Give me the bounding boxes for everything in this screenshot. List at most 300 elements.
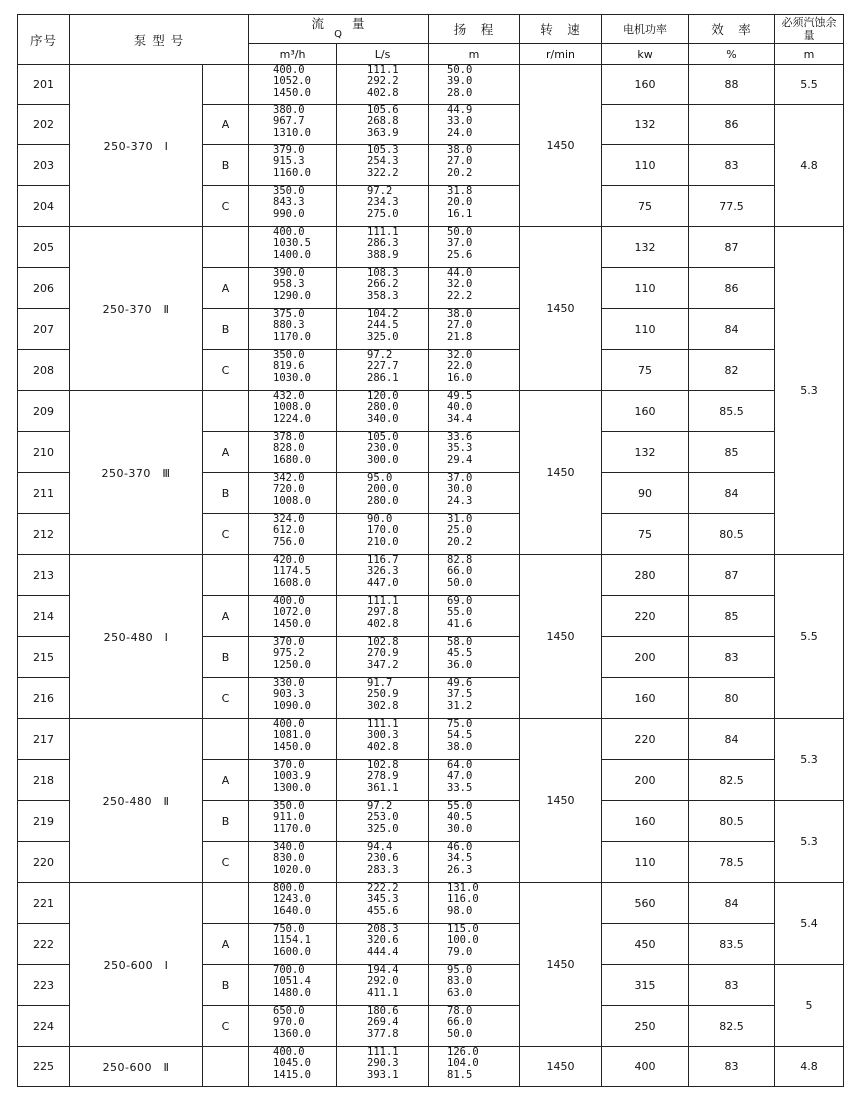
head-m-line: 39.0 — [447, 75, 473, 88]
efficiency: 83 — [689, 637, 775, 678]
row-no: 222 — [18, 924, 70, 965]
motor-power: 220 — [602, 719, 689, 760]
motor-power: 75 — [602, 186, 689, 227]
head-m-line: 95.0 — [447, 964, 473, 976]
variant: A — [203, 105, 249, 145]
flow-ls-line: 269.4 — [367, 1016, 399, 1029]
flow-m3h — [249, 268, 337, 309]
motor-power: 132 — [602, 432, 689, 473]
motor-power: 160 — [602, 801, 689, 842]
row-no: 221 — [18, 883, 70, 924]
flow-m3h-line: 990.0 — [273, 207, 305, 220]
flow-m3h-line: 350.0 — [273, 349, 305, 361]
flow-m3h — [249, 227, 337, 268]
flow-m3h-line: 340.0 — [273, 841, 305, 853]
flow-m3h-line: 370.0 — [273, 759, 305, 771]
row-no: 206 — [18, 268, 70, 309]
motor-power: 200 — [602, 637, 689, 678]
flow-m3h-line: 1310.0 — [273, 126, 311, 139]
efficiency: 85.5 — [689, 391, 775, 432]
efficiency: 84 — [689, 309, 775, 350]
motor-power: 110 — [602, 309, 689, 350]
motor-power: 250 — [602, 1006, 689, 1047]
head-m-line: 44.9 — [447, 104, 473, 116]
row-no: 215 — [18, 637, 70, 678]
header-head: 扬 程 — [429, 15, 520, 44]
flow-ls-line: 111.1 — [367, 64, 399, 76]
flow-m3h-line: 330.0 — [273, 677, 305, 689]
head-m-line: 26.3 — [447, 863, 473, 876]
head-m-line: 27.0 — [447, 155, 473, 168]
head-m-line: 126.0 — [447, 1046, 479, 1058]
flow-m3h-line: 324.0 — [273, 513, 305, 525]
row-no: 204 — [18, 186, 70, 227]
efficiency: 86 — [689, 105, 775, 145]
flow-m3h-line: 1170.0 — [273, 330, 311, 343]
flow-m3h — [249, 65, 337, 105]
flow-ls-line: 170.0 — [367, 524, 399, 537]
row-no: 225 — [18, 1047, 70, 1087]
flow-m3h-line: 432.0 — [273, 390, 305, 402]
head-m — [429, 1006, 520, 1047]
flow-ls-line: 402.8 — [367, 740, 399, 753]
flow-m3h-line: 378.0 — [273, 431, 305, 443]
flow-m3h — [249, 1047, 337, 1087]
table-row — [18, 65, 844, 105]
head-m-line: 98.0 — [447, 904, 473, 917]
flow-ls-line: 297.8 — [367, 606, 399, 619]
flow-m3h-line: 400.0 — [273, 1046, 305, 1058]
head-m-line: 34.5 — [447, 852, 473, 865]
variant: B — [203, 473, 249, 514]
variant: A — [203, 924, 249, 965]
flow-ls-line: 447.0 — [367, 576, 399, 589]
head-m — [429, 842, 520, 883]
variant: A — [203, 268, 249, 309]
efficiency: 80.5 — [689, 514, 775, 555]
flow-m3h-line: 1030.0 — [273, 371, 311, 384]
flow-ls-line: 300.0 — [367, 453, 399, 466]
flow-m3h-line: 1008.0 — [273, 494, 311, 507]
flow-m3h-line: 1600.0 — [273, 945, 311, 958]
head-m-line: 33.6 — [447, 431, 473, 443]
efficiency: 77.5 — [689, 186, 775, 227]
flow-ls — [337, 842, 429, 883]
header-flow-q: Q — [334, 29, 343, 40]
npsh: 4.8 — [775, 1047, 844, 1087]
head-m-line: 21.8 — [447, 330, 473, 343]
header-model: 泵 型 号 — [70, 15, 249, 65]
motor-power: 110 — [602, 842, 689, 883]
flow-ls-line: 180.6 — [367, 1005, 399, 1017]
flow-ls — [337, 145, 429, 186]
head-m-line: 100.0 — [447, 934, 479, 947]
head-m — [429, 678, 520, 719]
header-no: 序号 — [18, 15, 70, 65]
flow-ls — [337, 1047, 429, 1087]
efficiency: 82.5 — [689, 1006, 775, 1047]
flow-m3h-line: 370.0 — [273, 636, 305, 648]
head-m-line: 41.6 — [447, 617, 473, 630]
efficiency: 84 — [689, 883, 775, 924]
flow-ls-line: 97.2 — [367, 185, 393, 197]
pump-model: 250-600 Ⅰ — [70, 883, 203, 1047]
head-m-line: 50.0 — [447, 1027, 473, 1040]
flow-m3h-line: 800.0 — [273, 882, 305, 894]
flow-ls-line: 455.6 — [367, 904, 399, 917]
head-m-line: 16.0 — [447, 371, 473, 384]
flow-ls — [337, 105, 429, 145]
flow-m3h-line: 1052.0 — [273, 75, 311, 88]
flow-m3h-line: 1045.0 — [273, 1057, 311, 1070]
npsh: 5.5 — [775, 555, 844, 719]
flow-ls — [337, 65, 429, 105]
flow-ls-line: 393.1 — [367, 1068, 399, 1081]
flow-ls — [337, 678, 429, 719]
flow-ls-line: 320.6 — [367, 934, 399, 947]
pump-model: 250-370 Ⅰ — [70, 65, 203, 227]
flow-m3h-line: 1450.0 — [273, 740, 311, 753]
flow-m3h-line: 1174.5 — [273, 565, 311, 578]
head-m-line: 29.4 — [447, 453, 473, 466]
head-m-line: 30.0 — [447, 483, 473, 496]
unit-npsh: m — [775, 44, 844, 65]
flow-ls-line: 280.0 — [367, 494, 399, 507]
flow-ls-line: 102.8 — [367, 636, 399, 648]
flow-m3h-line: 375.0 — [273, 308, 305, 320]
efficiency: 84 — [689, 719, 775, 760]
flow-m3h — [249, 596, 337, 637]
flow-m3h-line: 958.3 — [273, 278, 305, 291]
row-no: 223 — [18, 965, 70, 1006]
row-no: 205 — [18, 227, 70, 268]
flow-ls-line: 244.5 — [367, 319, 399, 332]
flow-ls — [337, 350, 429, 391]
npsh: 5 — [775, 965, 844, 1047]
header-eff: 效 率 — [689, 15, 775, 44]
head-m — [429, 1047, 520, 1087]
flow-m3h-line: 1300.0 — [273, 781, 311, 794]
table-row — [18, 719, 844, 760]
flow-ls-line: 111.1 — [367, 1046, 399, 1058]
row-no: 219 — [18, 801, 70, 842]
flow-ls-line: 358.3 — [367, 289, 399, 302]
head-m-line: 104.0 — [447, 1057, 479, 1070]
flow-ls — [337, 391, 429, 432]
head-m-line: 38.0 — [447, 144, 473, 156]
head-m — [429, 965, 520, 1006]
speed: 1450 — [520, 555, 602, 719]
flow-m3h-line: 342.0 — [273, 472, 305, 484]
head-m — [429, 637, 520, 678]
motor-power: 400 — [602, 1047, 689, 1087]
flow-ls-line: 94.4 — [367, 841, 393, 853]
header-power: 电机功率 — [602, 15, 689, 44]
flow-m3h-line: 420.0 — [273, 554, 305, 566]
flow-ls — [337, 719, 429, 760]
table-row — [18, 1047, 844, 1087]
flow-m3h-line: 1170.0 — [273, 822, 311, 835]
motor-power: 110 — [602, 145, 689, 186]
head-m-line: 30.0 — [447, 822, 473, 835]
variant: A — [203, 432, 249, 473]
header-flow-label: 流 量 — [311, 16, 366, 31]
flow-m3h-line: 700.0 — [273, 964, 305, 976]
flow-m3h — [249, 105, 337, 145]
flow-m3h-line: 400.0 — [273, 595, 305, 607]
unit-head: m — [429, 44, 520, 65]
head-m — [429, 883, 520, 924]
flow-ls-line: 230.6 — [367, 852, 399, 865]
head-m — [429, 432, 520, 473]
head-m-line: 16.1 — [447, 207, 473, 220]
row-no: 220 — [18, 842, 70, 883]
flow-m3h-line: 1250.0 — [273, 658, 311, 671]
flow-ls-line: 444.4 — [367, 945, 399, 958]
head-m-line: 116.0 — [447, 893, 479, 906]
flow-m3h — [249, 965, 337, 1006]
flow-m3h — [249, 309, 337, 350]
flow-m3h-line: 911.0 — [273, 811, 305, 824]
flow-ls-line: 102.8 — [367, 759, 399, 771]
head-m-line: 24.3 — [447, 494, 473, 507]
flow-m3h-line: 819.6 — [273, 360, 305, 373]
speed: 1450 — [520, 391, 602, 555]
unit-speed: r/min — [520, 44, 602, 65]
variant: B — [203, 637, 249, 678]
efficiency: 80.5 — [689, 801, 775, 842]
flow-m3h-line: 350.0 — [273, 185, 305, 197]
head-m-line: 32.0 — [447, 278, 473, 291]
flow-m3h-line: 1072.0 — [273, 606, 311, 619]
motor-power: 160 — [602, 678, 689, 719]
head-m — [429, 514, 520, 555]
flow-ls — [337, 924, 429, 965]
flow-m3h-line: 880.3 — [273, 319, 305, 332]
flow-m3h — [249, 432, 337, 473]
flow-m3h-line: 400.0 — [273, 226, 305, 238]
flow-ls-line: 111.1 — [367, 226, 399, 238]
flow-m3h-line: 1290.0 — [273, 289, 311, 302]
motor-power: 75 — [602, 514, 689, 555]
flow-m3h-line: 1090.0 — [273, 699, 311, 712]
npsh: 5.4 — [775, 883, 844, 965]
flow-ls-line: 292.0 — [367, 975, 399, 988]
head-m — [429, 268, 520, 309]
flow-ls-line: 266.2 — [367, 278, 399, 291]
pump-model: 250-480 Ⅱ — [70, 719, 203, 883]
efficiency: 80 — [689, 678, 775, 719]
flow-ls-line: 91.7 — [367, 677, 393, 689]
flow-ls — [337, 555, 429, 596]
variant: C — [203, 678, 249, 719]
flow-m3h-line: 1243.0 — [273, 893, 311, 906]
flow-ls-line: 95.0 — [367, 472, 393, 484]
flow-ls-line: 402.8 — [367, 86, 399, 99]
variant: C — [203, 842, 249, 883]
head-m — [429, 105, 520, 145]
head-m-line: 50.0 — [447, 576, 473, 589]
flow-ls-line: 250.9 — [367, 688, 399, 701]
flow-ls-line: 302.8 — [367, 699, 399, 712]
head-m-line: 47.0 — [447, 770, 473, 783]
flow-m3h-line: 1608.0 — [273, 576, 311, 589]
row-no: 212 — [18, 514, 70, 555]
flow-ls-line: 275.0 — [367, 207, 399, 220]
flow-ls-line: 97.2 — [367, 349, 393, 361]
variant: A — [203, 596, 249, 637]
flow-m3h — [249, 637, 337, 678]
flow-m3h-line: 612.0 — [273, 524, 305, 537]
flow-ls-line: 111.1 — [367, 595, 399, 607]
head-m-line: 35.3 — [447, 442, 473, 455]
variant: A — [203, 760, 249, 801]
flow-m3h-line: 750.0 — [273, 923, 305, 935]
motor-power: 450 — [602, 924, 689, 965]
flow-m3h-line: 400.0 — [273, 64, 305, 76]
head-m — [429, 473, 520, 514]
flow-ls-line: 104.2 — [367, 308, 399, 320]
flow-m3h — [249, 145, 337, 186]
flow-m3h-line: 1154.1 — [273, 934, 311, 947]
flow-m3h-line: 1450.0 — [273, 86, 311, 99]
pump-model: 250-600 Ⅱ — [70, 1047, 203, 1087]
row-no: 201 — [18, 65, 70, 105]
flow-ls-line: 278.9 — [367, 770, 399, 783]
efficiency: 85 — [689, 432, 775, 473]
variant — [203, 555, 249, 596]
table-row — [18, 391, 844, 432]
motor-power: 560 — [602, 883, 689, 924]
head-m-line: 20.2 — [447, 166, 473, 179]
flow-ls-line: 402.8 — [367, 617, 399, 630]
head-m — [429, 145, 520, 186]
header-npsh: 必须汽蚀余量 — [775, 15, 844, 44]
head-m-line: 115.0 — [447, 923, 479, 935]
row-no: 208 — [18, 350, 70, 391]
efficiency: 82.5 — [689, 760, 775, 801]
head-m — [429, 350, 520, 391]
flow-m3h-line: 756.0 — [273, 535, 305, 548]
flow-m3h-line: 350.0 — [273, 800, 305, 812]
head-m-line: 25.0 — [447, 524, 473, 537]
flow-ls — [337, 473, 429, 514]
flow-m3h — [249, 514, 337, 555]
efficiency: 83 — [689, 965, 775, 1006]
head-m-line: 28.0 — [447, 86, 473, 99]
variant: B — [203, 145, 249, 186]
head-m-line: 40.0 — [447, 401, 473, 414]
head-m — [429, 555, 520, 596]
row-no: 210 — [18, 432, 70, 473]
flow-ls-line: 116.7 — [367, 554, 399, 566]
motor-power: 280 — [602, 555, 689, 596]
flow-m3h-line: 970.0 — [273, 1016, 305, 1029]
row-no: 203 — [18, 145, 70, 186]
header-flow — [249, 15, 429, 44]
head-m-line: 24.0 — [447, 126, 473, 139]
flow-ls-line: 270.9 — [367, 647, 399, 660]
flow-ls — [337, 309, 429, 350]
efficiency: 83.5 — [689, 924, 775, 965]
motor-power: 132 — [602, 227, 689, 268]
flow-ls-line: 340.0 — [367, 412, 399, 425]
row-no: 216 — [18, 678, 70, 719]
motor-power: 160 — [602, 65, 689, 105]
head-m-line: 25.6 — [447, 248, 473, 261]
flow-ls-line: 208.3 — [367, 923, 399, 935]
flow-m3h-line: 1450.0 — [273, 617, 311, 630]
head-m-line: 40.5 — [447, 811, 473, 824]
flow-ls-line: 108.3 — [367, 267, 399, 279]
head-m — [429, 760, 520, 801]
flow-m3h-line: 1003.9 — [273, 770, 311, 783]
head-m-line: 31.0 — [447, 513, 473, 525]
row-no: 202 — [18, 105, 70, 145]
flow-ls — [337, 432, 429, 473]
flow-ls — [337, 268, 429, 309]
flow-ls-line: 363.9 — [367, 126, 399, 139]
head-m-line: 55.0 — [447, 800, 473, 812]
speed: 1450 — [520, 1047, 602, 1087]
speed: 1450 — [520, 883, 602, 1047]
head-m-line: 46.0 — [447, 841, 473, 853]
flow-m3h — [249, 760, 337, 801]
efficiency: 83 — [689, 145, 775, 186]
flow-m3h-line: 1224.0 — [273, 412, 311, 425]
head-m-line: 66.0 — [447, 1016, 473, 1029]
flow-ls-line: 326.3 — [367, 565, 399, 578]
head-m-line: 31.8 — [447, 185, 473, 197]
flow-ls-line: 222.2 — [367, 882, 399, 894]
npsh: 4.8 — [775, 105, 844, 227]
head-m — [429, 801, 520, 842]
variant: B — [203, 801, 249, 842]
npsh: 5.3 — [775, 801, 844, 883]
flow-m3h-line: 720.0 — [273, 483, 305, 496]
flow-ls-line: 322.2 — [367, 166, 399, 179]
flow-m3h-line: 915.3 — [273, 155, 305, 168]
motor-power: 220 — [602, 596, 689, 637]
motor-power: 90 — [602, 473, 689, 514]
head-m-line: 33.5 — [447, 781, 473, 794]
efficiency: 88 — [689, 65, 775, 105]
row-no: 213 — [18, 555, 70, 596]
head-m-line: 131.0 — [447, 882, 479, 894]
pump-model: 250-370 Ⅲ — [70, 391, 203, 555]
flow-ls-line: 111.1 — [367, 718, 399, 730]
head-m-line: 58.0 — [447, 636, 473, 648]
head-m — [429, 924, 520, 965]
flow-m3h-line: 1480.0 — [273, 986, 311, 999]
flow-ls — [337, 186, 429, 227]
efficiency: 78.5 — [689, 842, 775, 883]
efficiency: 84 — [689, 473, 775, 514]
npsh: 5.3 — [775, 227, 844, 555]
flow-m3h-line: 1081.0 — [273, 729, 311, 742]
flow-m3h-line: 1160.0 — [273, 166, 311, 179]
speed: 1450 — [520, 719, 602, 883]
head-m — [429, 719, 520, 760]
flow-ls-line: 105.6 — [367, 104, 399, 116]
motor-power: 132 — [602, 105, 689, 145]
flow-ls-line: 97.2 — [367, 800, 393, 812]
head-m-line: 22.2 — [447, 289, 473, 302]
flow-m3h-line: 1008.0 — [273, 401, 311, 414]
flow-ls — [337, 883, 429, 924]
flow-ls-line: 120.0 — [367, 390, 399, 402]
head-m-line: 34.4 — [447, 412, 473, 425]
